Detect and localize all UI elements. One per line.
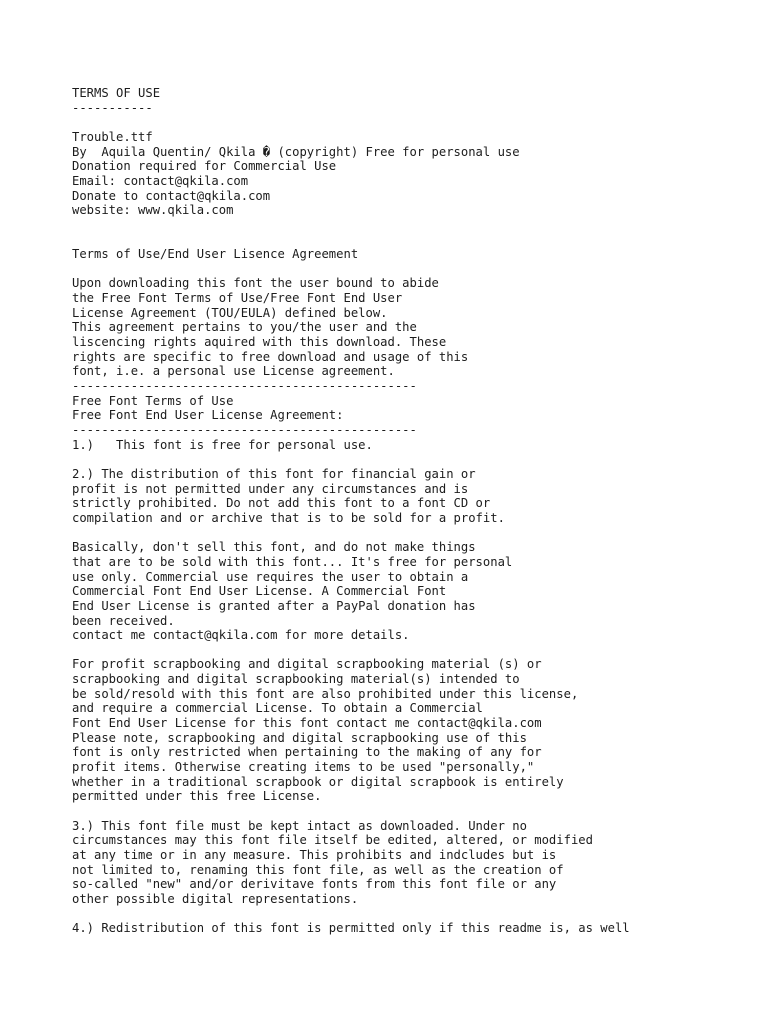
document-line: Terms of Use/End User Lisence Agreement [72, 247, 359, 262]
document-line: Basically, don't sell this font, and do not make things [72, 540, 476, 555]
document-line [72, 526, 752, 541]
document-line: 2.) The distribution of this font for financial gain or [72, 466, 476, 481]
document-line: website: www.qkila.com [72, 203, 234, 218]
document-line: 3.) This font file must be kept intact as downloaded. Under no [72, 818, 527, 833]
document-line: contact me contact@qkila.com for more details. [72, 628, 410, 643]
document-line: be sold/resold with this font are also prohibited under this license, [72, 686, 579, 701]
document-line: compilation and or archive that is to be sold for a profit. [72, 510, 505, 525]
document-line: permitted under this free License. [72, 789, 322, 804]
document-line: liscencing rights aquired with this download. These [72, 335, 447, 350]
document-line: scrapbooking and digital scrapbooking material(s) intended to [72, 672, 520, 687]
document-line: Donation required for Commercial Use [72, 159, 337, 174]
document-line: Free Font End User License Agreement: [72, 408, 344, 423]
document-line [72, 643, 752, 658]
document-line: 1.) This font is free for personal use. [72, 437, 373, 452]
document-line: For profit scrapbooking and digital scrapbooking material (s) or [72, 657, 542, 672]
document-line [72, 452, 752, 467]
document-line: that are to be sold with this font... It's free for personal [72, 554, 513, 569]
document-line [72, 218, 752, 233]
document-line: Trouble.ttf [72, 129, 153, 144]
document-line: Please note, scrapbooking and digital scrapbooking use of this [72, 730, 527, 745]
document-line: Donate to contact@qkila.com [72, 188, 271, 203]
document-line: Upon downloading this font the user bound to abide [72, 276, 439, 291]
document-line: Commercial Font End User License. A Commercial Font [72, 584, 447, 599]
document-line: This agreement pertains to you/the user and the [72, 320, 417, 335]
document-line: circumstances may this font file itself be edited, altered, or modified [72, 833, 593, 848]
document-line: ----------------------------------------------- [72, 423, 417, 438]
document-line: font, i.e. a personal use License agreement. [72, 364, 395, 379]
document-line: and require a commercial License. To obtain a Commercial [72, 701, 483, 716]
document-line: not limited to, renaming this font file, as well as the creation of [72, 862, 564, 877]
document-line: the Free Font Terms of Use/Free Font End User [72, 291, 403, 306]
document-line: profit items. Otherwise creating items to be used "personally," [72, 760, 535, 775]
document-line: End User License is granted after a PayPal donation has [72, 598, 476, 613]
document-line: been received. [72, 613, 175, 628]
document-line [72, 907, 752, 922]
document-line [72, 115, 752, 130]
document-line: use only. Commercial use requires the user to obtain a [72, 569, 469, 584]
document-line: font is only restricted when pertaining to the making of any for [72, 745, 542, 760]
document-line [72, 233, 752, 248]
document-line: Email: contact@qkila.com [72, 173, 249, 188]
document-line [72, 262, 752, 277]
document-line: By Aquila Quentin/ Qkila � (copyright) Free for personal use [72, 144, 520, 159]
document-line: whether in a traditional scrapbook or digital scrapbook is entirely [72, 774, 564, 789]
document-line: Free Font Terms of Use [72, 393, 234, 408]
document-line: Font End User License for this font contact me contact@qkila.com [72, 716, 542, 731]
document-line: License Agreement (TOU/EULA) defined below. [72, 305, 388, 320]
document-line: strictly prohibited. Do not add this font to a font CD or [72, 496, 491, 511]
document-line [72, 804, 752, 819]
document-line: so-called "new" and/or derivitave fonts from this font file or any [72, 877, 557, 892]
document-text [72, 86, 752, 936]
document-line: TERMS OF USE [72, 86, 161, 100]
document-line: other possible digital representations. [72, 891, 359, 906]
document-line: 4.) Redistribution of this font is permitted only if this readme is, as well [72, 921, 630, 936]
document-line: rights are specific to free download and usage of this [72, 349, 469, 364]
document-line: at any time or in any measure. This prohibits and indcludes but is [72, 848, 557, 862]
document-line: profit is not permitted under any circumstances and is [72, 481, 469, 496]
document-line: ----------- [72, 100, 153, 115]
document-line: ----------------------------------------------- [72, 379, 417, 394]
